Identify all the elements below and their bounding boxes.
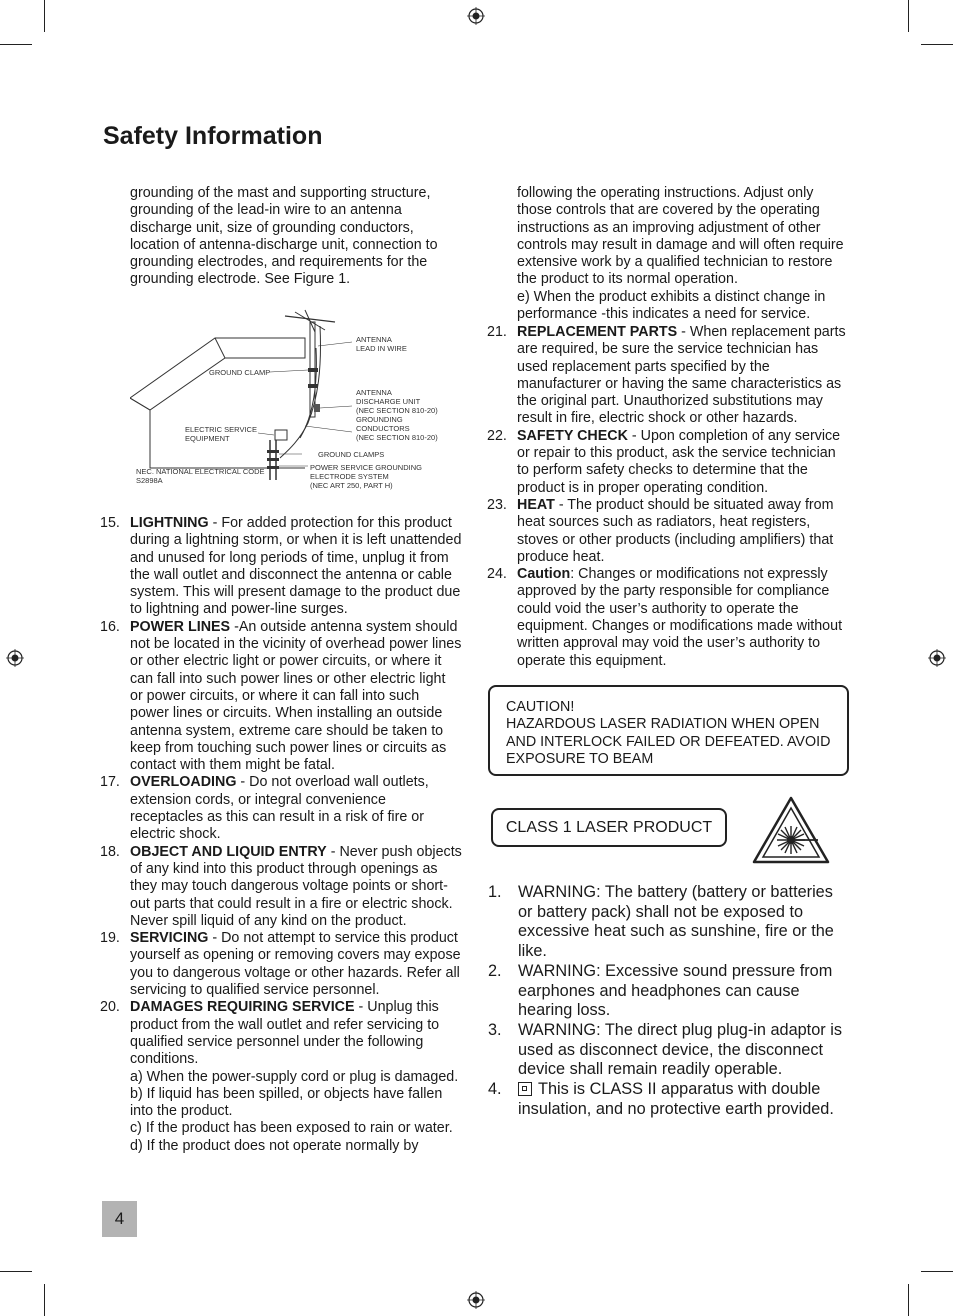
warnings-list	[488, 883, 848, 1119]
item-title: OVERLOADING	[130, 774, 237, 791]
crop-mark	[0, 1271, 32, 1272]
item-number: 22.	[487, 427, 507, 444]
registration-mark-icon	[6, 649, 24, 667]
warning-item	[488, 883, 848, 962]
item-text: -An outside antenna system should not be located in the vicinity of overhead power lines or other electric light or power circuits, or where it can fall into such power lines or other electric light or power circuits, or where it can fall into such power lines or circuits. When installing an outside antenna system, extreme care should be taken to keep from touching such power lines or circuits as contact with them might be fatal.	[130, 618, 462, 774]
list-item	[100, 930, 462, 999]
fig-label-power-service: POWER SERVICE GROUNDING	[310, 463, 422, 472]
item-title: POWER LINES	[130, 618, 231, 635]
caution-line: CAUTION!	[506, 699, 575, 715]
fig-label-nec: NEC. NATIONAL ELECTRICAL CODE	[136, 467, 265, 476]
item-title: DAMAGES REQUIRING SERVICE	[130, 999, 355, 1016]
electric-service-box	[275, 430, 287, 440]
condition-a: a) When the power-supply cord or plug is damaged.	[130, 1068, 459, 1085]
crop-mark	[921, 44, 953, 45]
crop-mark	[921, 1271, 953, 1272]
list-item	[100, 619, 462, 775]
fig-label-antenna-lead: LEAD IN WIRE	[356, 344, 407, 353]
fig-label-discharge: (NEC SECTION 810-20)	[356, 406, 438, 415]
item-title: Caution	[517, 566, 571, 583]
condition-b: b) If liquid has been spilled, or objects have fallen into the product.	[130, 1085, 443, 1120]
right-continuation	[517, 185, 851, 323]
fig-label-conductors: (NEC SECTION 810-20)	[356, 433, 438, 442]
warning-number: 1.	[488, 883, 502, 901]
warning-text: WARNING: The direct plug plug-in adaptor is used as disconnect device, the disconnect device shall remain readily operable.	[518, 1020, 842, 1079]
item-number: 16.	[100, 618, 120, 635]
condition-e: e) When the product exhibits a distinct change in performance -this indicates a need for service.	[517, 288, 826, 323]
page-title: Safety Information	[103, 122, 323, 150]
crop-mark	[0, 44, 32, 45]
item-title: REPLACEMENT PARTS	[517, 324, 678, 340]
crop-mark	[44, 0, 45, 32]
warning-item	[488, 1021, 848, 1080]
crop-mark	[908, 0, 909, 32]
fig-label-discharge: DISCHARGE UNIT	[356, 397, 421, 406]
caution-line: EXPOSURE TO BEAM	[506, 750, 654, 767]
item-text: - The product should be situated away from heat sources such as radiators, heat registers, stoves or other products (including amplifiers) that produce heat.	[517, 496, 834, 565]
warning-text: WARNING: The battery (battery or batteries or battery pack) shall not be exposed to excessive heat such as sunshine, fire or the like.	[518, 883, 834, 961]
fig-label-ground-clamps: GROUND CLAMPS	[318, 450, 385, 459]
item-number: 17.	[100, 774, 120, 791]
continuation-text: following the operating instructions. Adjust only those controls that are covered by the operating instructions as an improving adjustment of other controls may result in damage and will often require extensive work by a qualified technician to restore the product to its normal operation.	[517, 185, 844, 288]
class1-laser-label: CLASS 1 LASER PRODUCT	[491, 808, 727, 847]
laser-hazard-icon	[752, 796, 830, 864]
warning-item	[488, 962, 848, 1021]
registration-mark-icon	[467, 7, 485, 25]
list-item	[100, 774, 462, 843]
fig-label-conductors: CONDUCTORS	[356, 424, 410, 433]
item-text: - Never push objects of any kind into this product through openings as they may touch dangerous voltage points or short-out parts that could result in a fire or electric shock. Never spill liquid of any kind on the product.	[130, 843, 462, 929]
item-title: LIGHTNING	[130, 515, 209, 531]
warning-number: 4.	[488, 1080, 502, 1099]
item-number: 15.	[100, 515, 120, 531]
item-text: - When replacement parts are required, be sure the service technician has used replacement parts specified by the manufacturer or having the same characteristics as the original part. Unauthorized substitutions may result in fire, electric shock or other hazards.	[517, 324, 846, 427]
fig-label-power-service: (NEC ART 250, PART H)	[310, 481, 393, 490]
item-number: 20.	[100, 999, 120, 1016]
warning-number: 3.	[488, 1020, 502, 1039]
warning-number: 2.	[488, 961, 502, 980]
item-text: : Changes or modifications not expressly approved by the party responsible for compliance could void the user’s authority to operate the equipment. Changes or modifications made without written approval may void the user’s authority to operate this equipment.	[517, 566, 843, 669]
item-number: 24.	[487, 566, 507, 583]
item-title: SAFETY CHECK	[517, 427, 628, 444]
warning-text: WARNING: Excessive sound pressure from earphones and headphones can cause hearing loss.	[518, 961, 833, 1020]
fig-label-electric-service: ELECTRIC SERVICE	[185, 425, 257, 434]
crop-mark	[908, 1284, 909, 1316]
list-item	[100, 844, 462, 930]
list-item	[487, 428, 851, 497]
item-text: - For added protection for this product during a lightning storm, or when it is left unattended and unused for long periods of time, unplug it from the wall outlet and disconnect the antenna or cable system. This will present damage to the product due to lightning and power-line surges.	[130, 515, 462, 618]
list-item	[487, 566, 851, 670]
item-text: - Upon completion of any service or repair to this product, ask the service technician to perform safety checks to determine that the product is in proper operating condition.	[517, 427, 841, 496]
fig-label-power-service: ELECTRODE SYSTEM	[310, 472, 389, 481]
warning-text: This is CLASS II apparatus with double insulation, and no protective earth provided.	[518, 1080, 834, 1118]
fig-label-ground-clamp: GROUND CLAMP	[209, 368, 271, 377]
item-text: - Do not overload wall outlets, extension cords, or integral convenience receptacles as this can result in a risk of fire or electric shock.	[130, 774, 429, 843]
item-number: 23.	[487, 496, 507, 513]
item-text: - Do not attempt to service this product yourself as opening or removing covers may expose you to dangerous voltage or other hazards. Refer all servicing to qualified service personnel.	[130, 930, 461, 999]
item-title: HEAT	[517, 496, 555, 513]
safety-list-left	[100, 515, 462, 1155]
registration-mark-icon	[928, 649, 946, 667]
fig-label-nec: S2898A	[136, 476, 163, 485]
caution-line: AND INTERLOCK FAILED OR DEFEATED. AVOID	[506, 733, 831, 750]
fig-label-conductors: GROUNDING	[356, 415, 403, 424]
item-title: OBJECT AND LIQUID ENTRY	[130, 843, 327, 860]
antenna-grounding-diagram	[130, 308, 460, 498]
condition-c: c) If the product has been exposed to rain or water.	[130, 1120, 453, 1137]
safety-list-right	[487, 324, 851, 670]
intro-text: grounding of the mast and supporting structure, grounding of the lead-in wire to an antenna discharge unit, size of grounding conductors, location of antenna-discharge unit, connection to grounding electrodes, and requirements for the grounding electrode. See Figure 1.	[130, 185, 438, 288]
item-text: - Unplug this product from the wall outlet and refer servicing to qualified service personnel under the following conditions.	[130, 999, 440, 1068]
fig-label-antenna-lead: ANTENNA	[356, 335, 392, 344]
list-item	[100, 515, 462, 619]
class-ii-double-square-icon	[518, 1082, 532, 1096]
condition-d: d) If the product does not operate normally by	[130, 1137, 419, 1154]
intro-paragraph	[130, 185, 460, 289]
discharge-unit	[314, 404, 320, 412]
item-title: SERVICING	[130, 930, 209, 947]
fig-label-electric-service: EQUIPMENT	[185, 434, 230, 443]
list-item	[487, 324, 851, 428]
item-number: 21.	[487, 324, 507, 340]
fig-label-discharge: ANTENNA	[356, 388, 392, 397]
item-number: 19.	[100, 930, 120, 947]
caution-line: HAZARDOUS LASER RADIATION WHEN OPEN	[506, 716, 820, 733]
warning-item	[488, 1080, 848, 1119]
registration-mark-icon	[467, 1291, 485, 1309]
laser-caution-box	[488, 685, 849, 776]
list-item	[487, 497, 851, 566]
crop-mark	[44, 1284, 45, 1316]
list-item	[100, 999, 462, 1155]
item-number: 18.	[100, 843, 120, 860]
page-number: 4	[102, 1201, 137, 1237]
